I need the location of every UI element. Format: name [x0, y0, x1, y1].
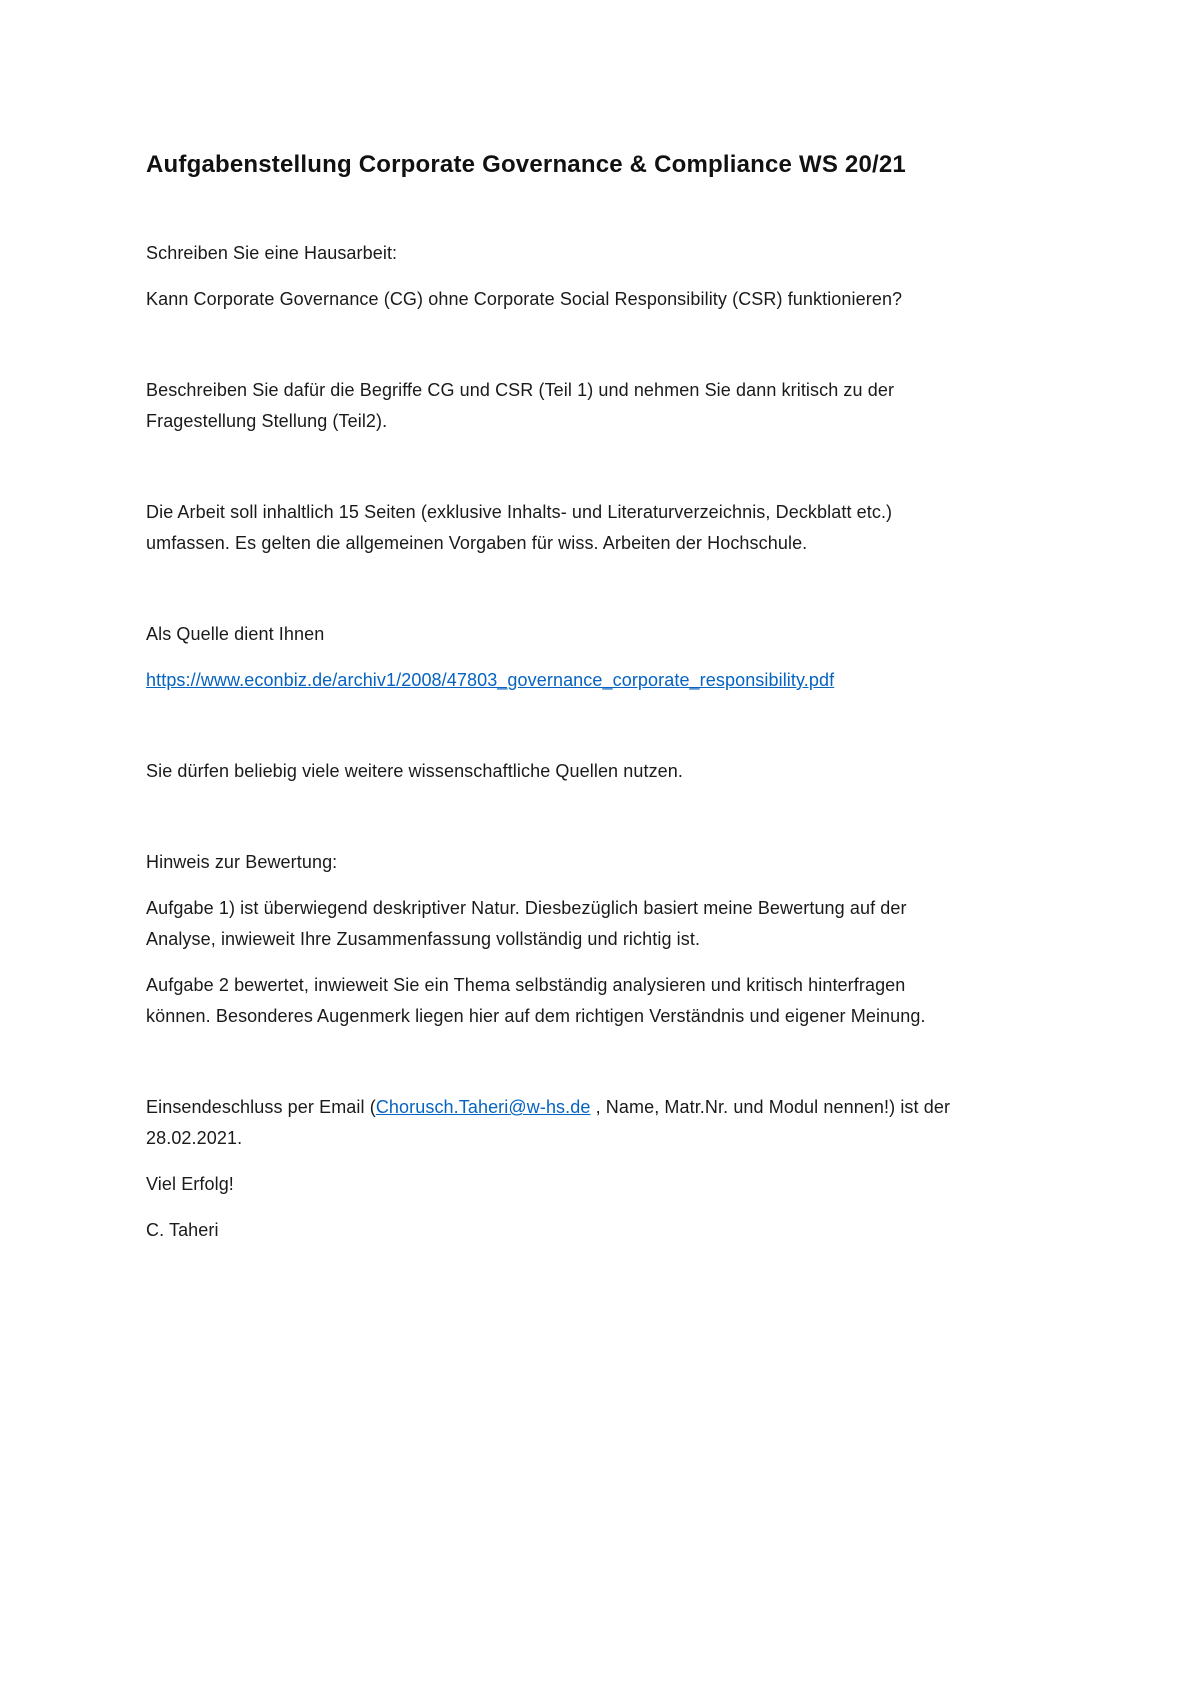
grading-2-line-1: Aufgabe 2 bewertet, inwieweit Sie ein Thema selbständig analysieren und kritisch hinterfragen — [146, 975, 906, 995]
scope-line-1: Die Arbeit soll inhaltlich 15 Seiten (exklusive Inhalts- und Literaturverzeichnis, Deckblatt etc.) — [146, 502, 893, 522]
grading-2-line-2: können. Besonderes Augenmerk liegen hier auf dem richtigen Verständnis und eigener Meinung. — [146, 1006, 926, 1026]
grading-task-2 — [146, 970, 1066, 1032]
source-link[interactable]: https://www.econbiz.de/archiv1/2008/47803_governance_corporate_responsibility.pdf — [146, 670, 835, 690]
document-title: Aufgabenstellung Corporate Governance & Compliance WS 20/21 — [146, 151, 906, 178]
closing-text: Viel Erfolg! — [146, 1174, 234, 1194]
intro-text: Schreiben Sie eine Hausarbeit: — [146, 243, 398, 263]
grading-heading: Hinweis zur Bewertung: — [146, 852, 338, 872]
task-line-2: Fragestellung Stellung (Teil2). — [146, 411, 388, 431]
source-intro: Als Quelle dient Ihnen — [146, 624, 325, 644]
source-link-paragraph — [146, 665, 1066, 696]
grading-task-1 — [146, 893, 1066, 955]
scope-line-2: umfassen. Es gelten die allgemeinen Vorgaben für wiss. Arbeiten der Hochschule. — [146, 533, 808, 553]
sources-note: Sie dürfen beliebig viele weitere wissenschaftliche Quellen nutzen. — [146, 761, 684, 781]
document-body — [146, 148, 1066, 1246]
deadline-paragraph — [146, 1092, 1066, 1154]
signature: C. Taheri — [146, 1220, 219, 1240]
question-text: Kann Corporate Governance (CG) ohne Corporate Social Responsibility (CSR) funktionieren? — [146, 289, 903, 309]
task-description — [146, 375, 1066, 437]
grading-1-line-2: Analyse, inwieweit Ihre Zusammenfassung vollständig und richtig ist. — [146, 929, 701, 949]
deadline-date: 28.02.2021. — [146, 1128, 243, 1148]
task-line-1: Beschreiben Sie dafür die Begriffe CG und CSR (Teil 1) und nehmen Sie dann kritisch zu der — [146, 380, 895, 400]
scope-description — [146, 497, 1066, 559]
deadline-suffix: , Name, Matr.Nr. und Modul nennen!) ist der — [590, 1097, 951, 1117]
deadline-prefix: Einsendeschluss per Email ( — [146, 1097, 376, 1117]
grading-1-line-1: Aufgabe 1) ist überwiegend deskriptiver Natur. Diesbezüglich basiert meine Bewertung auf der — [146, 898, 907, 918]
email-link[interactable]: Chorusch.Taheri@w-hs.de — [375, 1097, 591, 1117]
